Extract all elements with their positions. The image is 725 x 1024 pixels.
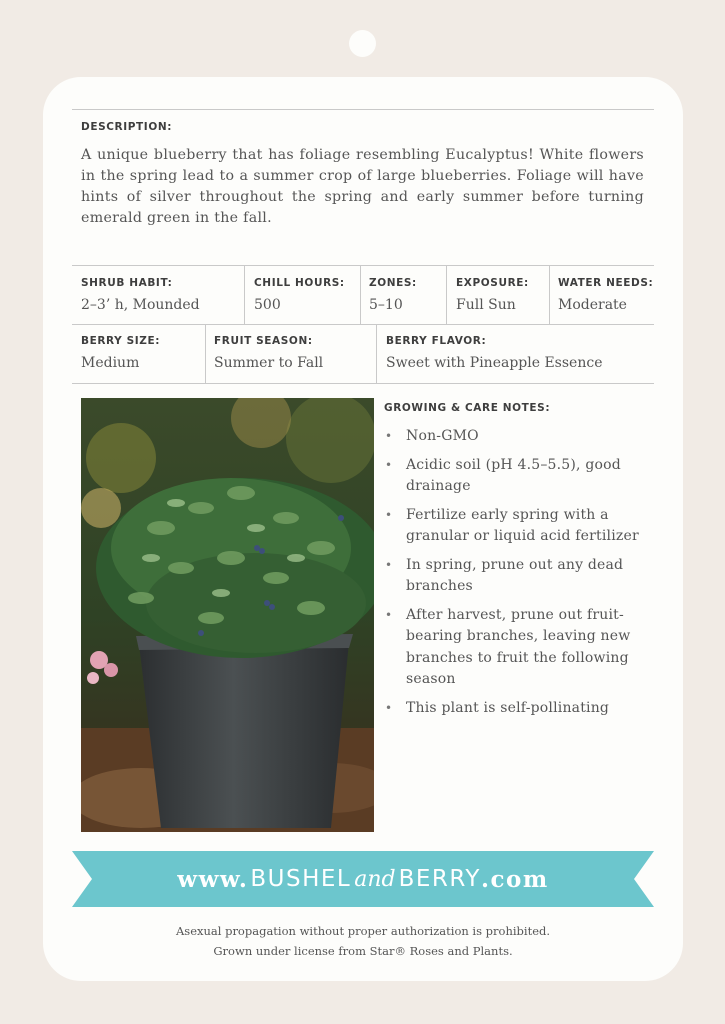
spec-col-divider xyxy=(446,265,447,324)
url-brand-and: and xyxy=(354,866,396,892)
spec-berry-flavor xyxy=(386,335,602,371)
note-text: Fertilize early spring with a granular or liquid acid fertilizer xyxy=(406,506,639,544)
growing-care-notes-label: GROWING & CARE NOTES: xyxy=(384,402,551,414)
spec-col-divider xyxy=(376,324,377,383)
spec-water-needs xyxy=(558,277,653,313)
website-banner[interactable] xyxy=(72,851,654,907)
spec-value: 500 xyxy=(254,297,281,313)
list-item xyxy=(384,698,644,720)
spec-col-divider xyxy=(205,324,206,383)
care-notes-list xyxy=(384,426,644,726)
description-label: DESCRIPTION: xyxy=(81,121,173,133)
description-text: A unique blueberry that has foliage resembling Eucalyptus! White flowers in the spring lead to a summer crop of large blueberries. Foliage will have hints of silver throughout the spring and early summer before turning emerald green in the fall. xyxy=(81,147,644,226)
list-item xyxy=(384,555,644,598)
spec-label: BERRY FLAVOR: xyxy=(386,335,487,347)
spec-chill-hours xyxy=(254,277,345,313)
spec-col-divider xyxy=(360,265,361,324)
spec-value: Sweet with Pineapple Essence xyxy=(386,355,603,371)
note-text: Acidic soil (pH 4.5–5.5), good drainage xyxy=(406,456,621,494)
note-text: After harvest, prune out fruit-bearing branches, leaving new branches to fruit the following season xyxy=(406,606,631,687)
bullet-icon: • xyxy=(385,607,393,622)
spec-label: ZONES: xyxy=(369,277,417,289)
note-text: In spring, prune out any dead branches xyxy=(406,556,624,594)
spec-fruit-season xyxy=(214,335,323,371)
divider-specs-mid xyxy=(72,324,654,325)
url-brand-berry: BERRY xyxy=(398,866,481,892)
spec-value: Moderate xyxy=(558,297,627,313)
url-prefix: www. xyxy=(177,865,249,893)
spec-zones xyxy=(369,277,417,313)
spec-value: Full Sun xyxy=(456,297,516,313)
note-text: Non-GMO xyxy=(406,428,479,444)
spec-label: SHRUB HABIT: xyxy=(81,277,173,289)
tag-hole xyxy=(349,30,376,57)
spec-label: EXPOSURE: xyxy=(456,277,529,289)
footer-line: Grown under license from Star® Roses and Plants. xyxy=(213,944,513,958)
blueberry-plant-photo xyxy=(81,398,374,832)
bullet-icon: • xyxy=(385,557,393,572)
spec-value: Medium xyxy=(81,355,140,371)
url-suffix: .com xyxy=(480,865,549,893)
spec-label: CHILL HOURS: xyxy=(254,277,345,289)
spec-value: 5–10 xyxy=(369,297,403,313)
divider-specs-top xyxy=(72,265,654,266)
bullet-icon: • xyxy=(385,700,393,715)
spec-label: FRUIT SEASON: xyxy=(214,335,313,347)
spec-col-divider xyxy=(549,265,550,324)
spec-value: Summer to Fall xyxy=(214,355,324,371)
website-url xyxy=(72,851,654,907)
legal-footer xyxy=(43,921,683,961)
spec-label: WATER NEEDS: xyxy=(558,277,654,289)
spec-shrub-habit xyxy=(81,277,200,313)
bullet-icon: • xyxy=(385,457,393,472)
list-item xyxy=(384,605,644,691)
bullet-icon: • xyxy=(385,507,393,522)
list-item xyxy=(384,455,644,498)
spec-exposure xyxy=(456,277,529,313)
spec-berry-size xyxy=(81,335,160,371)
footer-line: Asexual propagation without proper authorization is prohibited. xyxy=(175,924,551,938)
spec-label: BERRY SIZE: xyxy=(81,335,161,347)
url-brand-bushel: BUSHEL xyxy=(250,866,352,892)
note-text: This plant is self-pollinating xyxy=(406,699,610,716)
divider-specs-bottom xyxy=(72,383,654,384)
bullet-icon: • xyxy=(385,429,393,443)
list-item xyxy=(384,426,644,448)
spec-value: 2–3’ h, Mounded xyxy=(81,297,200,313)
spec-col-divider xyxy=(244,265,245,324)
divider-top xyxy=(72,109,654,110)
list-item xyxy=(384,505,644,548)
